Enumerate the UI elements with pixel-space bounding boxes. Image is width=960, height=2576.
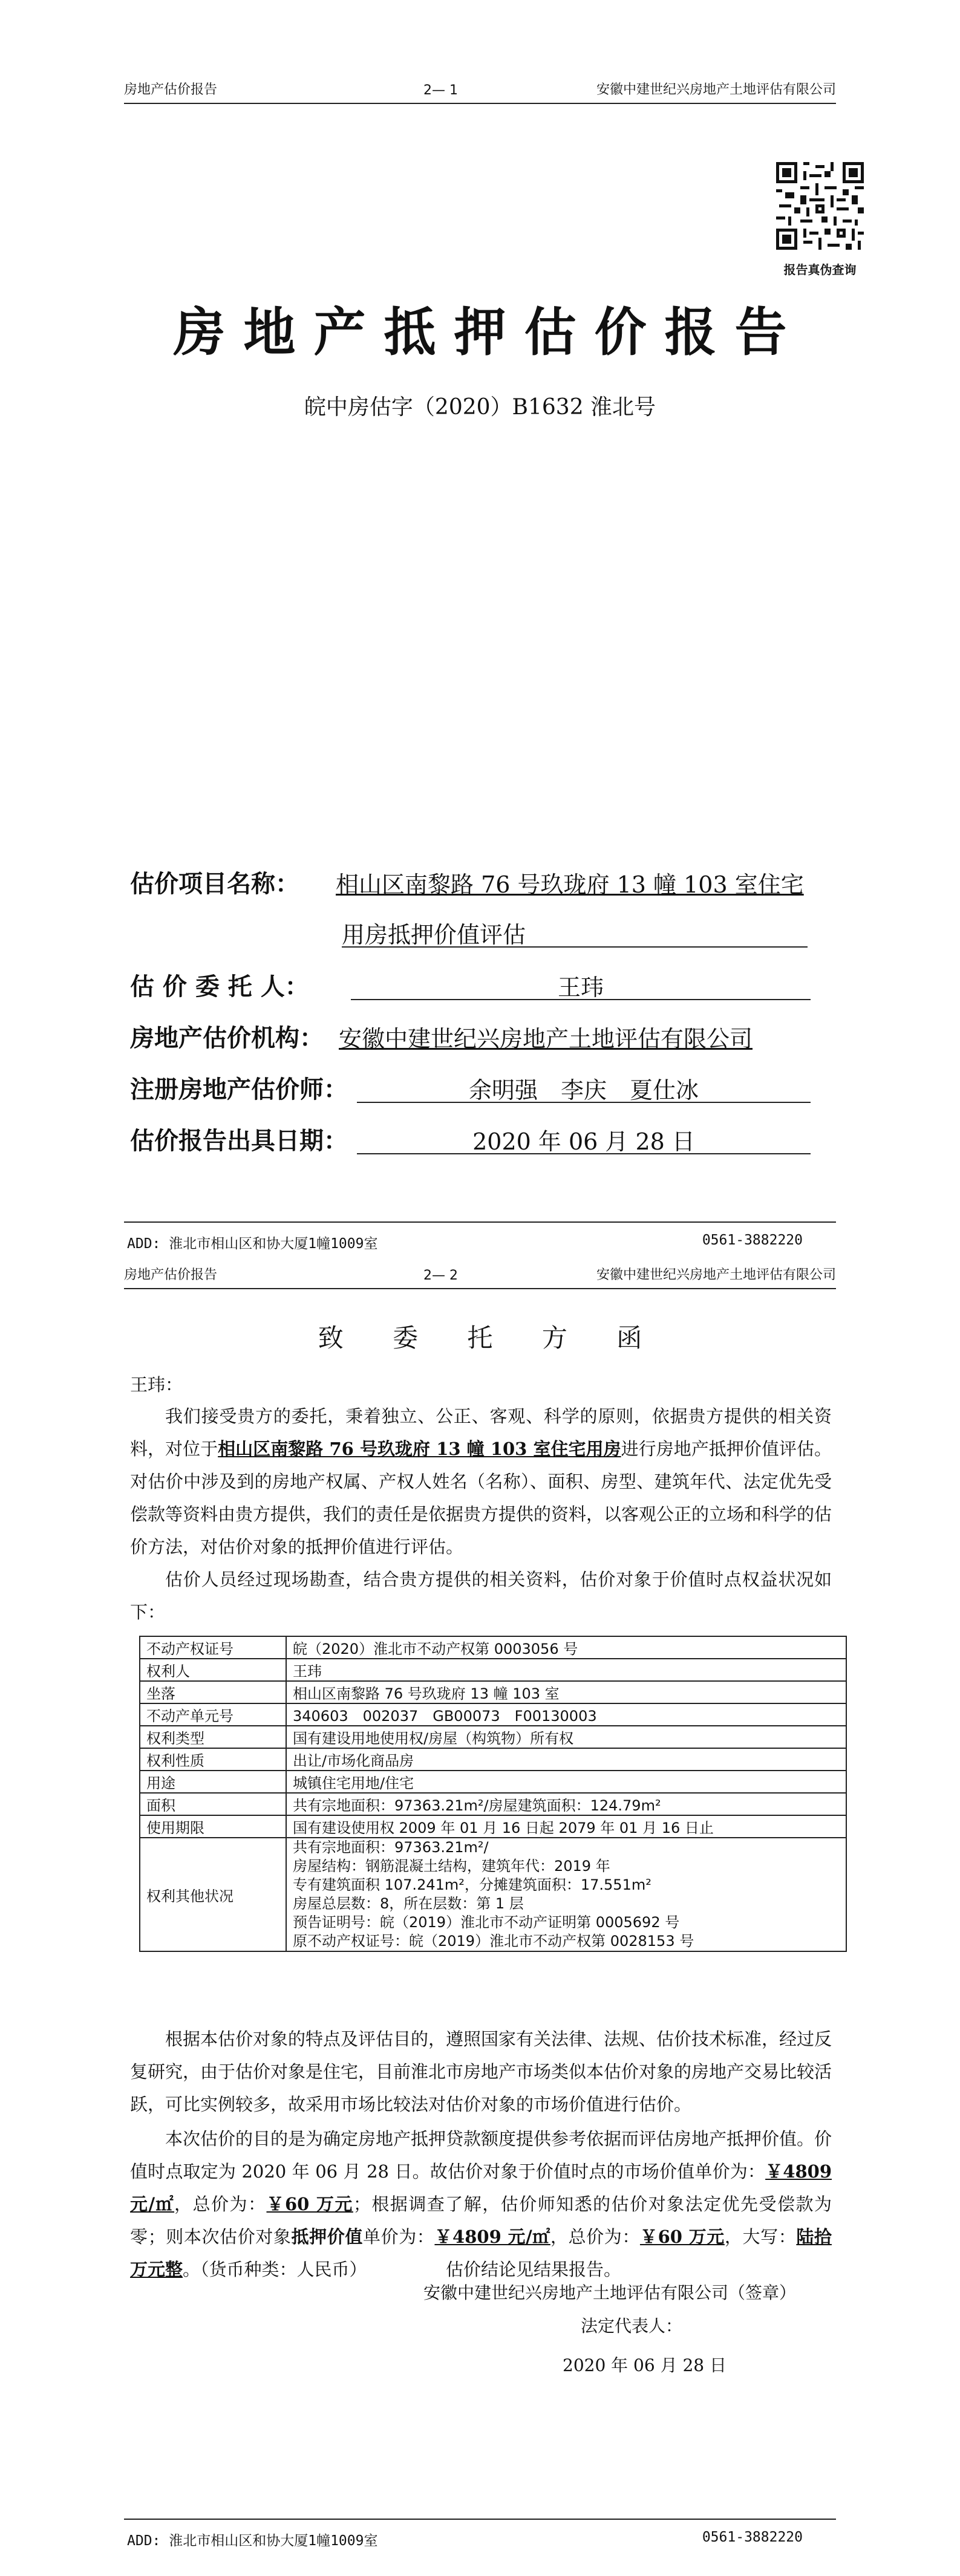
table-key: 坐落: [140, 1681, 286, 1703]
table-key: 使用期限: [140, 1815, 286, 1838]
mortgage-total-price: ￥60 万元: [639, 2226, 725, 2247]
letter-salutation: 王玮：: [130, 1374, 183, 1395]
table-row: [140, 1771, 846, 1793]
table-value: 340603 002037 GB00073 F00130003: [286, 1703, 846, 1726]
table-key: 权利性质: [140, 1748, 286, 1771]
project-value-line2: 用房抵押价值评估: [342, 916, 808, 948]
table-value: 王玮: [286, 1659, 846, 1681]
document-number: 皖中房估字（2020）B1632 淮北号: [304, 395, 656, 420]
footer-address: ADD: 淮北市相山区和协大厦1幢1009室: [127, 2533, 378, 2549]
client-value: 王玮: [351, 969, 811, 1000]
table-value: [286, 1838, 846, 1951]
table-value: 出让/市场化商品房: [286, 1748, 846, 1771]
header-left: 房地产估价报告: [124, 1267, 218, 1283]
table-value: 国有建设用地使用权/房屋（构筑物）所有权: [286, 1726, 846, 1748]
table-key: 不动产单元号: [140, 1703, 286, 1726]
table-row: [140, 1703, 846, 1726]
table-value-line: 专有建筑面积 107.241m²，分摊建筑面积：17.551m²: [293, 1876, 651, 1893]
table-row: [140, 1838, 846, 1951]
footer-phone: 0561-3882220: [702, 1232, 803, 1248]
header-page-number: 2— 2: [423, 1268, 458, 1283]
table-row: [140, 1681, 846, 1703]
header-left: 房地产估价报告: [124, 82, 218, 97]
total-in-words: 陆拾万元整: [130, 2226, 832, 2280]
table-value-line: 共有宗地面积：97363.21m²/: [293, 1839, 489, 1856]
signature-date: 2020 年 06 月 28 日: [563, 2355, 727, 2375]
page-footer: [124, 1221, 836, 1252]
table-key: 权利其他状况: [140, 1838, 286, 1951]
table-row: [140, 1793, 846, 1815]
table-value-line: 预告证明号：皖（2019）淮北市不动产证明第 0005692 号: [293, 1914, 680, 1931]
table-key: 用途: [140, 1771, 286, 1793]
cover-page: [0, 0, 960, 1264]
table-value-line: 房屋总层数：8，所在层数：第 1 层: [293, 1895, 524, 1912]
property-rights-table: [139, 1636, 847, 1952]
appraisers-value: 余明强 李庆 夏仕冰: [357, 1072, 811, 1103]
table-key: 面积: [140, 1793, 286, 1815]
table-key: 权利类型: [140, 1726, 286, 1748]
appraisers-label: 注册房地产估价师：: [130, 1076, 348, 1104]
table-key: 不动产权证号: [140, 1636, 286, 1659]
table-key: 权利人: [140, 1659, 286, 1681]
mortgage-unit-price: ￥4809 元/㎡: [434, 2226, 550, 2247]
table-value-line: 房屋结构：钢筋混凝土结构，建筑年代：2019 年: [293, 1858, 610, 1875]
header-company: 安徽中建世纪兴房地产土地评估有限公司: [596, 1267, 836, 1283]
qr-code-icon[interactable]: [776, 162, 864, 250]
signature-representative: 法定代表人：: [581, 2316, 683, 2336]
table-value: 国有建设使用权 2009 年 01 月 16 日起 2079 年 01 月 16 日止: [286, 1815, 846, 1838]
table-value: 城镇住宅用地/住宅: [286, 1771, 846, 1793]
agency-label: 房地产估价机构：: [130, 1024, 324, 1052]
table-value: 相山区南黎路 76 号玖珑府 13 幢 103 室: [286, 1681, 846, 1703]
project-value-line1: 相山区南黎路 76 号玖珑府 13 幢 103 室住宅: [336, 871, 804, 898]
letter-page: [0, 1264, 960, 2576]
table-row: [140, 1815, 846, 1838]
letter-title: 致 委 托 方 函: [318, 1323, 663, 1353]
property-address: 相山区南黎路 76 号玖珑府 13 幢 103 室住宅用房: [218, 1439, 621, 1459]
qr-caption: 报告真伪查询: [783, 262, 857, 277]
agency-value: 安徽中建世纪兴房地产土地评估有限公司: [339, 1026, 753, 1052]
date-value: 2020 年 06 月 28 日: [357, 1123, 811, 1154]
header-page-number: 2— 1: [423, 83, 458, 98]
paragraph-1: 我们接受贵方的委托，秉着独立、公正、客观、科学的原则，依据贵方提供的相关资料，对位于相山区南黎路 76 号玖珑府 13 幢 103 室住宅用房进行房地产抵押价值评估。对估价中涉及到的房地产权属、产权人姓名（名称）、面积、房型、建筑年代、法定优先受偿款等资料由贵方提供，我们的责任是依据贵方提供的资料，以客观公正的立场和科学的估价方法，对估价对象的抵押价值进行评估。: [130, 1406, 832, 1557]
page-header: [124, 79, 836, 104]
table-row: [140, 1636, 846, 1659]
table-value-line: 原不动产权证号：皖（2019）淮北市不动产权第 0028153 号: [293, 1933, 694, 1950]
client-label: 估 价 委 托 人：: [130, 973, 309, 1001]
paragraph-4: 本次估价的目的是为确定房地产抵押贷款额度提供参考依据而评估房地产抵押价值。价值时点取定为 2020 年 06 月 28 日。故估价对象于价值时点的市场价值单价为：￥4809 元/㎡，总价为：￥60 万元；根据调查了解，估价师知悉的估价对象法定优先受偿款为零；则本次估价对象抵押价值单价为：￥4809 元/㎡，总价为：￥60 万元，大写：陆拾万元整。（货币种类：人民币） 估价结论见结果报告。: [130, 2129, 832, 2280]
paragraph-3: 根据本估价对象的特点及评估目的，遵照国家有关法律、法规、估价技术标准，经过反复研究，由于估价对象是住宅，目前淮北市房地产市场类似本估价对象的房地产交易比较活跃，可比实例较多，故采用市场比较法对估价对象的市场价值进行估价。: [130, 2029, 832, 2115]
table-value: 皖（2020）淮北市不动产权第 0003056 号: [286, 1636, 846, 1659]
table-row: [140, 1748, 846, 1771]
page-footer: [124, 2519, 836, 2549]
total-price: ￥60 万元: [266, 2194, 353, 2214]
project-label: 估价项目名称：: [130, 870, 299, 898]
paragraph-2: 估价人员经过现场勘查，结合贵方提供的相关资料，估价对象于价值时点权益状况如下：: [130, 1569, 832, 1622]
header-company: 安徽中建世纪兴房地产土地评估有限公司: [596, 82, 836, 97]
page-header: [124, 1264, 836, 1289]
footer-address: ADD: 淮北市相山区和协大厦1幢1009室: [127, 1236, 378, 1252]
table-value: 共有宗地面积：97363.21m²/房屋建筑面积：124.79m²: [286, 1793, 846, 1815]
table-row: [140, 1726, 846, 1748]
date-label: 估价报告出具日期：: [130, 1127, 348, 1155]
signature-company: 安徽中建世纪兴房地产土地评估有限公司（签章）: [423, 2283, 797, 2303]
footer-phone: 0561-3882220: [702, 2529, 803, 2545]
table-row: [140, 1659, 846, 1681]
unit-price: ￥4809 元/㎡: [130, 2161, 832, 2214]
report-title: 房地产抵押估价报告: [173, 302, 805, 363]
